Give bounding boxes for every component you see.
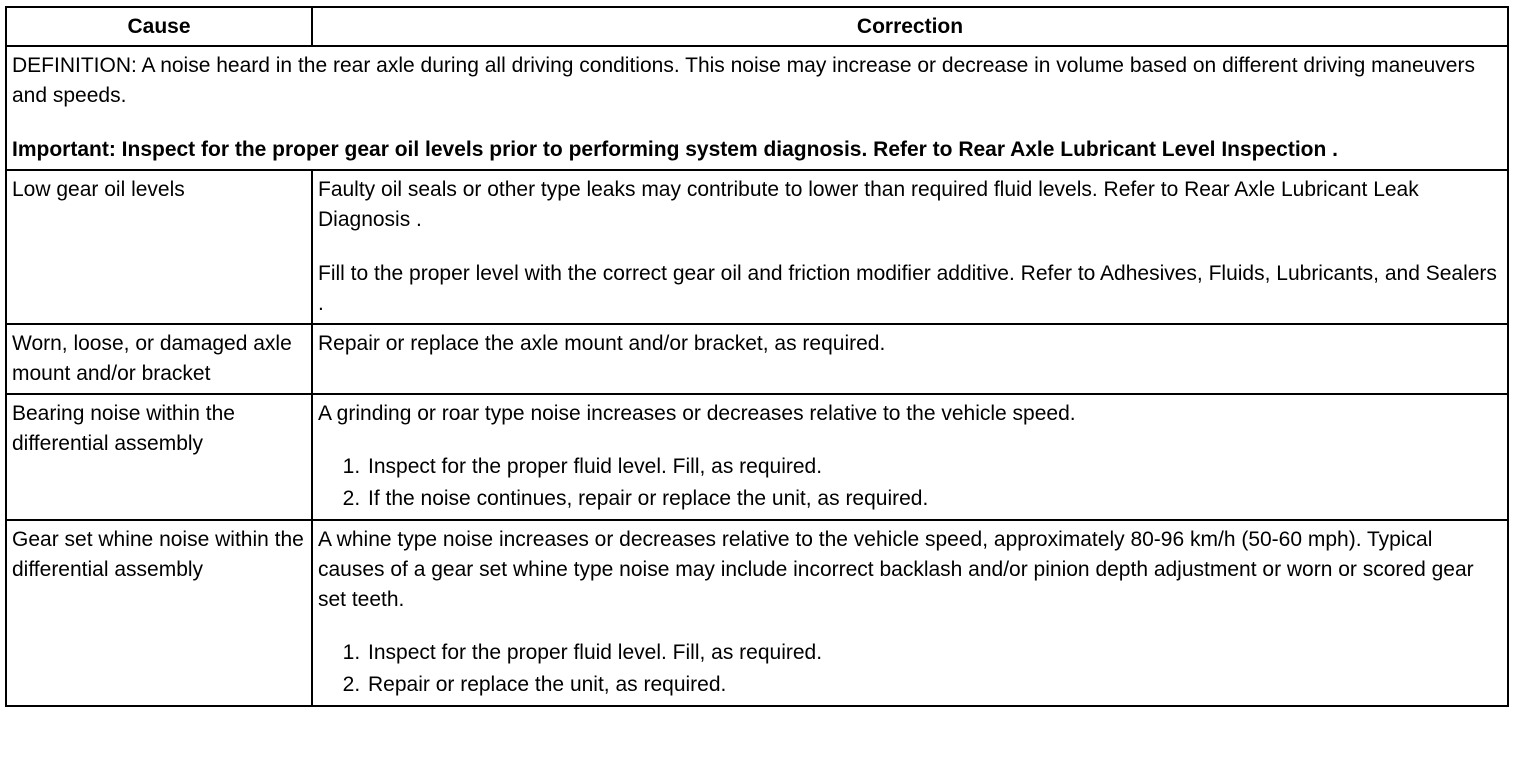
table-row — [6, 394, 1508, 520]
cause-cell: Low gear oil levels — [6, 170, 312, 324]
definition-row — [6, 46, 1508, 170]
step-item: 2. Repair or replace the unit, as required. — [366, 669, 1501, 701]
correction-cell — [312, 520, 1508, 706]
cause-cell: Bearing noise within the differential assembly — [6, 394, 312, 520]
table-row — [6, 520, 1508, 706]
correction-cell — [312, 324, 1508, 394]
correction-cell — [312, 394, 1508, 520]
correction-paragraph: Fill to the proper level with the correct gear oil and friction modifier additive. Refer to Adhesives, Fluids, Lubricants, and Sealers . — [318, 262, 1497, 315]
correction-paragraph: Repair or replace the axle mount and/or bracket, as required. — [318, 332, 886, 355]
header-row — [6, 7, 1508, 46]
cause-cell: Worn, loose, or damaged axle mount and/or bracket — [6, 324, 312, 394]
cause-cell: Gear set whine noise within the differential assembly — [6, 520, 312, 706]
correction-paragraph: A whine type noise increases or decreases relative to the vehicle speed, approximately 80-96 km/h (50-60 mph). Typical causes of a gear set whine type noise may include incorrect backlash and/or pinion depth adjustment or worn or scored gear set teeth. — [318, 528, 1474, 611]
step-list — [318, 451, 1501, 515]
step-item: 1. Inspect for the proper fluid level. Fill, as required. — [366, 451, 1501, 483]
step-list — [318, 637, 1501, 701]
correction-paragraph: A grinding or roar type noise increases or decreases relative to the vehicle speed. — [318, 402, 1076, 425]
cause-header: Cause — [6, 7, 312, 46]
table-row — [6, 170, 1508, 324]
diagnosis-table — [5, 6, 1509, 707]
correction-header: Correction — [312, 7, 1508, 46]
definition-text: DEFINITION: A noise heard in the rear axle during all driving conditions. This noise may increase or decrease in volume based on different driving maneuvers and speeds. — [12, 54, 1475, 107]
step-item: 2. If the noise continues, repair or replace the unit, as required. — [366, 483, 1501, 515]
important-note: Important: Inspect for the proper gear oil levels prior to performing system diagnosis. Refer to Rear Axle Lubricant Level Inspection . — [12, 138, 1338, 161]
table-row — [6, 324, 1508, 394]
definition-cell — [6, 46, 1508, 170]
correction-paragraph: Faulty oil seals or other type leaks may contribute to lower than required fluid levels. Refer to Rear Axle Lubricant Leak Diagnosis . — [318, 178, 1419, 231]
correction-cell — [312, 170, 1508, 324]
step-item: 1. Inspect for the proper fluid level. Fill, as required. — [366, 637, 1501, 669]
